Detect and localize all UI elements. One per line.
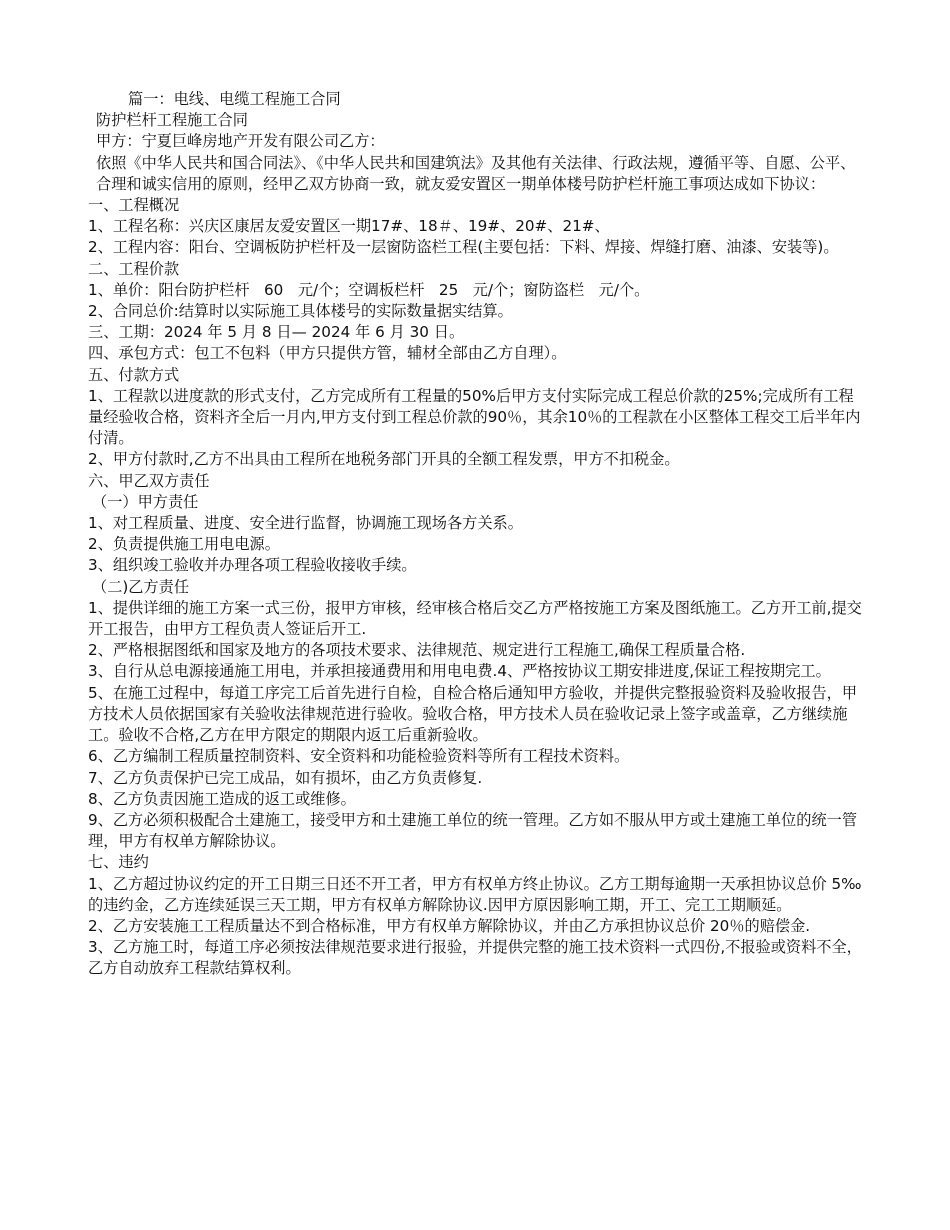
section-heading: 六、甲乙双方责任	[88, 471, 210, 490]
clause: 1、工程款以进度款的形式支付，乙方完成所有工程量的50%后甲方支付实际完成工程总价款的25%;完成所有工程量经验收合格，资料齐全后一月内,甲方支付到工程总价款的90％，其余10％的工程款在小区整体工程交工后半年内付清。	[88, 386, 861, 448]
clause: 2、负责提供施工用电电源。	[88, 535, 280, 554]
clause: 5、在施工过程中，每道工序完工后首先进行自检，自检合格后通知甲方验收，并提供完整报验资料及验收报告，甲方技术人员依据国家有关验收法律规范进行验收。验收合格，甲方技术人员在验收记录上签字或盖章，乙方继续施工。验收不合格,乙方在甲方限定的期限内返工后重新验收。	[88, 683, 858, 745]
clause: 3、乙方施工时，每道工序必须按法律规范要求进行报验，并提供完整的施工技术资料一式四份,不报验或资料不全，乙方自动放弃工程款结算权利。	[88, 938, 862, 978]
section-heading: 三、工期：2024 年 5 月 8 日— 2024 年 6 月 30 日。	[88, 323, 465, 342]
clause: 1、单价：阳台防护栏杆 60 元/个；空调板栏杆 25 元/个；窗防盗栏 元/个。	[88, 280, 650, 299]
clause: 7、乙方负责保护已完工成品，如有损坏，由乙方负责修复.	[88, 768, 483, 787]
contract-subtitle: 防护栏杆工程施工合同	[96, 111, 248, 130]
clause: 2、合同总价:结算时以实际施工具体楼号的实际数量据实结算。	[88, 302, 513, 321]
clause: 2、严格根据图纸和国家及地方的各项技术要求、法律规范、规定进行工程施工,确保工程质量合格.	[88, 641, 746, 660]
intro-paragraph: 依照《中华人民共和国合同法》、《中华人民共和国建筑法》及其他有关法律、行政法规，遵循平等、自愿、公平、合理和诚实信用的原则，经甲乙双方协商一致，就友爱安置区一期单体楼号防护栏杆施工事项达成如下协议：	[96, 153, 856, 193]
clause: 3、自行从总电源接通施工用电，并承担接通费用和用电电费.4、严格按协议工期安排进度,保证工程按期完工。	[88, 662, 831, 681]
clause: 1、乙方超过协议约定的开工日期三日还不开工者，甲方有权单方终止协议。乙方工期每逾期一天承担协议总价 5‰的违约金，乙方连续延误三天工期，甲方有权单方解除协议.因甲方原因影响工期，开工、完工工期顺延。	[88, 874, 862, 914]
clause: 9、乙方必须积极配合土建施工，接受甲方和土建施工单位的统一管理。乙方如不服从甲方或土建施工单位的统一管理，甲方有权单方解除协议。	[88, 810, 858, 851]
clause: 2、工程内容：阳台、空调板防护栏杆及一层窗防盗栏工程(主要包括：下料、焊接、焊缝打磨、油漆、安装等)。	[88, 238, 839, 257]
clause: 8、乙方负责因施工造成的返工或维修。	[88, 789, 356, 808]
section-heading: 七、违约	[88, 853, 149, 872]
clause: 1、工程名称：兴庆区康居友爱安置区一期17#、18＃、19#、20#、21#、	[88, 217, 610, 236]
clause: 1、对工程质量、进度、安全进行监督，协调施工现场各方关系。	[88, 514, 523, 533]
clause: 6、乙方编制工程质量控制资料、安全资料和功能检验资料等所有工程技术资料。	[88, 747, 630, 766]
clause: 2、乙方安装施工工程质量达不到合格标准，甲方有权单方解除协议，并由乙方承担协议总价 20％的赔偿金.	[88, 916, 811, 935]
document-title: 篇一：电线、电缆工程施工合同	[128, 90, 341, 108]
subsection-heading: （二)乙方责任	[92, 577, 190, 596]
party-line: 甲方：宁夏巨峰房地产开发有限公司乙方：	[96, 132, 385, 151]
section-heading: 五、付款方式	[88, 365, 180, 384]
clause: 2、甲方付款时,乙方不出具由工程所在地税务部门开具的全额工程发票，甲方不扣税金。	[88, 450, 680, 469]
subsection-heading: （一）甲方责任	[92, 492, 199, 511]
document-body	[88, 89, 863, 980]
clause: 1、提供详细的施工方案一式三份，报甲方审核，经审核合格后交乙方严格按施工方案及图纸施工。乙方开工前,提交开工报告，由甲方工程负责人签证后开工.	[88, 598, 862, 639]
clause: 3、组织竣工验收并办理各项工程验收接收手续。	[88, 556, 417, 575]
section-heading: 一、工程概况	[88, 196, 180, 215]
section-heading: 二、工程价款	[88, 259, 180, 278]
section-heading: 四、承包方式：包工不包料（甲方只提供方管，辅材全部由乙方自理）。	[88, 344, 567, 363]
